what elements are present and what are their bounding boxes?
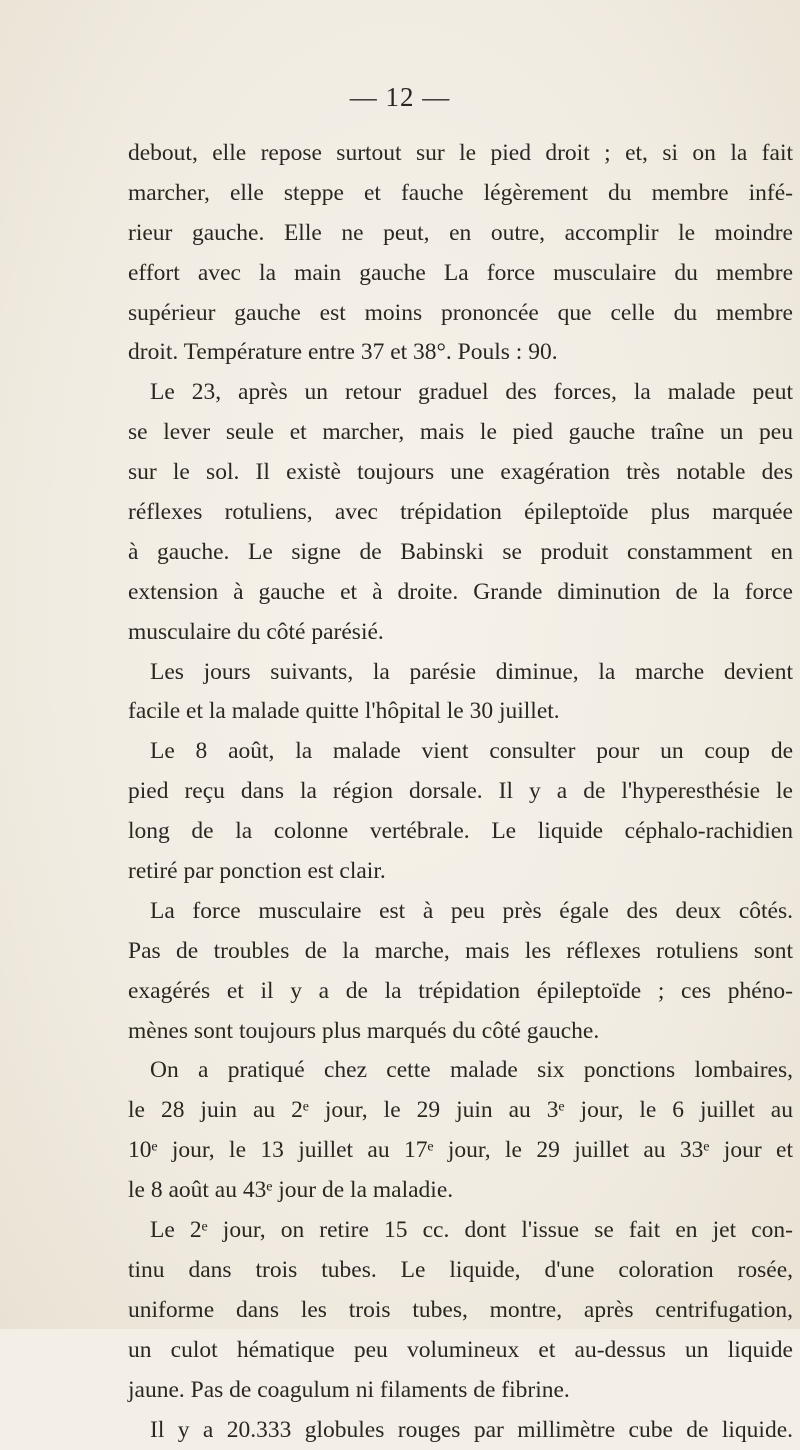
text-line: se lever seule et marcher, mais le pied gauche traîne un peu — [128, 413, 793, 453]
text-line: debout, elle repose surtout sur le pied droit ; et, si on la fait — [128, 134, 793, 174]
text-line: un culot hématique peu volumineux et au-dessus un liquide — [128, 1331, 793, 1371]
text-line: 10ᵉ jour, le 13 juillet au 17ᵉ jour, le 29 juillet au 33ᵉ jour et — [128, 1131, 793, 1171]
page-number: — 12 — — [0, 82, 800, 113]
text-line: Le 23, après un retour graduel des forces, la malade peut — [128, 373, 793, 413]
text-line: tinu dans trois tubes. Le liquide, d'une coloration rosée, — [128, 1251, 793, 1291]
text-line: mènes sont toujours plus marqués du côté gauche. — [128, 1012, 793, 1052]
text-line: le 8 août au 43ᵉ jour de la maladie. — [128, 1171, 793, 1211]
text-line: Les jours suivants, la parésie diminue, la marche devient — [128, 653, 793, 693]
text-line: jaune. Pas de coagulum ni filaments de fibrine. — [128, 1371, 793, 1411]
text-line: Il y a 20.333 globules rouges par millimètre cube de liquide. — [128, 1411, 793, 1450]
text-line: La force musculaire est à peu près égale des deux côtés. — [128, 892, 793, 932]
text-line: musculaire du côté parésié. — [128, 613, 793, 653]
text-line: exagérés et il y a de la trépidation épileptoïde ; ces phéno- — [128, 972, 793, 1012]
text-line: Le 8 août, la malade vient consulter pour un coup de — [128, 732, 793, 772]
text-line: rieur gauche. Elle ne peut, en outre, accomplir le moindre — [128, 214, 793, 254]
text-line: uniforme dans les trois tubes, montre, après centrifugation, — [128, 1291, 793, 1331]
text-line: pied reçu dans la région dorsale. Il y a de l'hyperesthésie le — [128, 772, 793, 812]
text-line: effort avec la main gauche La force musculaire du membre — [128, 254, 793, 294]
body-text — [128, 134, 793, 1450]
text-line: supérieur gauche est moins prononcée que celle du membre — [128, 294, 793, 334]
text-line: On a pratiqué chez cette malade six ponctions lombaires, — [128, 1051, 793, 1091]
text-line: le 28 juin au 2ᵉ jour, le 29 juin au 3ᵉ jour, le 6 juillet au — [128, 1091, 793, 1131]
text-line: Pas de troubles de la marche, mais les réflexes rotuliens sont — [128, 932, 793, 972]
text-line: retiré par ponction est clair. — [128, 852, 793, 892]
text-line: réflexes rotuliens, avec trépidation épileptoïde plus marquée — [128, 493, 793, 533]
text-line: long de la colonne vertébrale. Le liquide céphalo-rachidien — [128, 812, 793, 852]
text-line: sur le sol. Il existè toujours une exagération très notable des — [128, 453, 793, 493]
text-line: extension à gauche et à droite. Grande diminution de la force — [128, 573, 793, 613]
text-line: à gauche. Le signe de Babinski se produit constamment en — [128, 533, 793, 573]
text-line: droit. Température entre 37 et 38°. Pouls : 90. — [128, 333, 793, 373]
text-line: marcher, elle steppe et fauche légèrement du membre infé- — [128, 174, 793, 214]
text-line: Le 2ᵉ jour, on retire 15 cc. dont l'issue se fait en jet con- — [128, 1211, 793, 1251]
text-line: facile et la malade quitte l'hôpital le 30 juillet. — [128, 692, 793, 732]
